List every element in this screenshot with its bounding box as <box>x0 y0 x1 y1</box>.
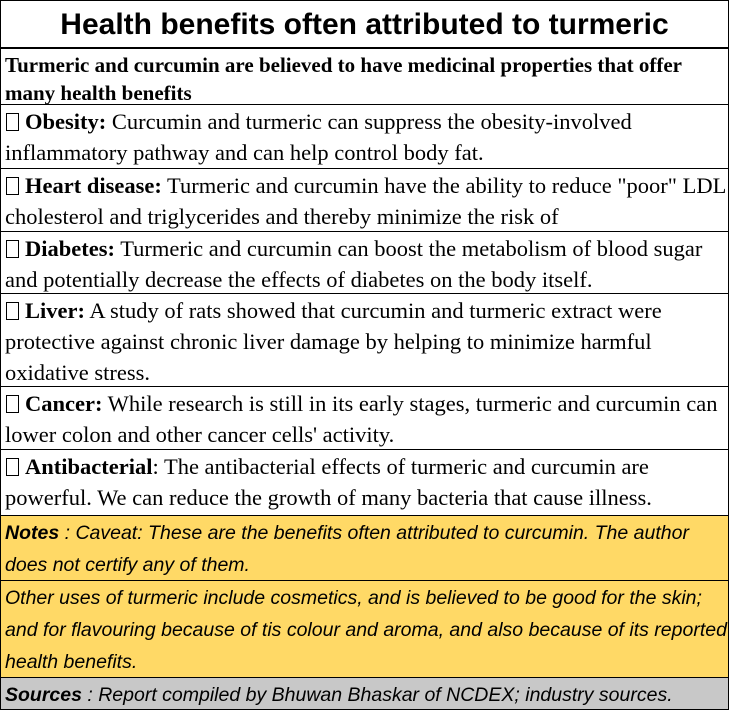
benefit-term: Liver: <box>25 298 85 323</box>
benefit-term: Obesity: <box>25 109 107 134</box>
sources-label: Sources <box>5 684 82 706</box>
sources-text: : Report compiled by Bhuwan Bhaskar of NCDEX; industry sources. <box>81 684 673 706</box>
checkbox-icon <box>6 113 19 131</box>
benefit-term: Heart disease: <box>25 173 162 198</box>
benefit-term: Diabetes: <box>25 236 115 261</box>
benefit-row-antibacterial <box>1 450 728 516</box>
checkbox-icon <box>6 458 19 476</box>
table-title: Health benefits often attributed to turmeric <box>1 1 728 49</box>
other-uses-row: Other uses of turmeric include cosmetics, and is believed to be good for the skin; and for flavouring because of tis colour and aroma, and also because of its reported health benefits. <box>1 581 728 678</box>
benefit-term: Cancer: <box>25 391 103 416</box>
sources-row <box>1 678 728 709</box>
benefit-row-liver <box>1 294 728 387</box>
notes-row <box>1 516 728 581</box>
benefit-text: Turmeric and curcumin can boost the metabolism of blood sugar and potentially decrease the effects of diabetes on the body itself. <box>5 236 703 292</box>
benefit-term: Antibacterial <box>25 454 153 479</box>
benefit-text: While research is still in its early stages, turmeric and curcumin can lower colon and other cancer cells' activity. <box>5 391 718 447</box>
benefit-row-heart-disease <box>1 169 728 232</box>
notes-text: : Caveat: These are the benefits often attributed to curcumin. The author does not certify any of them. <box>5 522 689 576</box>
benefit-text: Curcumin and turmeric can suppress the obesity-involved inflammatory pathway and can help control body fat. <box>5 109 632 165</box>
checkbox-icon <box>6 177 19 195</box>
benefit-text: A study of rats showed that curcumin and turmeric extract were protective against chronic liver damage by helping to minimize harmful oxidative stress. <box>5 298 662 385</box>
benefit-text: : The antibacterial effects of turmeric and curcumin are powerful. We can reduce the growth of many bacteria that cause illness. <box>5 454 652 510</box>
benefit-text: Turmeric and curcumin have the ability to reduce "poor" LDL cholesterol and triglycerides and thereby minimize the risk of <box>5 173 726 229</box>
benefit-row-diabetes <box>1 232 728 294</box>
checkbox-icon <box>6 240 19 258</box>
benefit-row-obesity <box>1 105 728 169</box>
benefit-row-cancer <box>1 387 728 450</box>
checkbox-icon <box>6 395 19 413</box>
checkbox-icon <box>6 302 19 320</box>
notes-label: Notes <box>5 522 60 544</box>
table-subtitle: Turmeric and curcumin are believed to have medicinal properties that offer many health benefits <box>1 49 728 105</box>
